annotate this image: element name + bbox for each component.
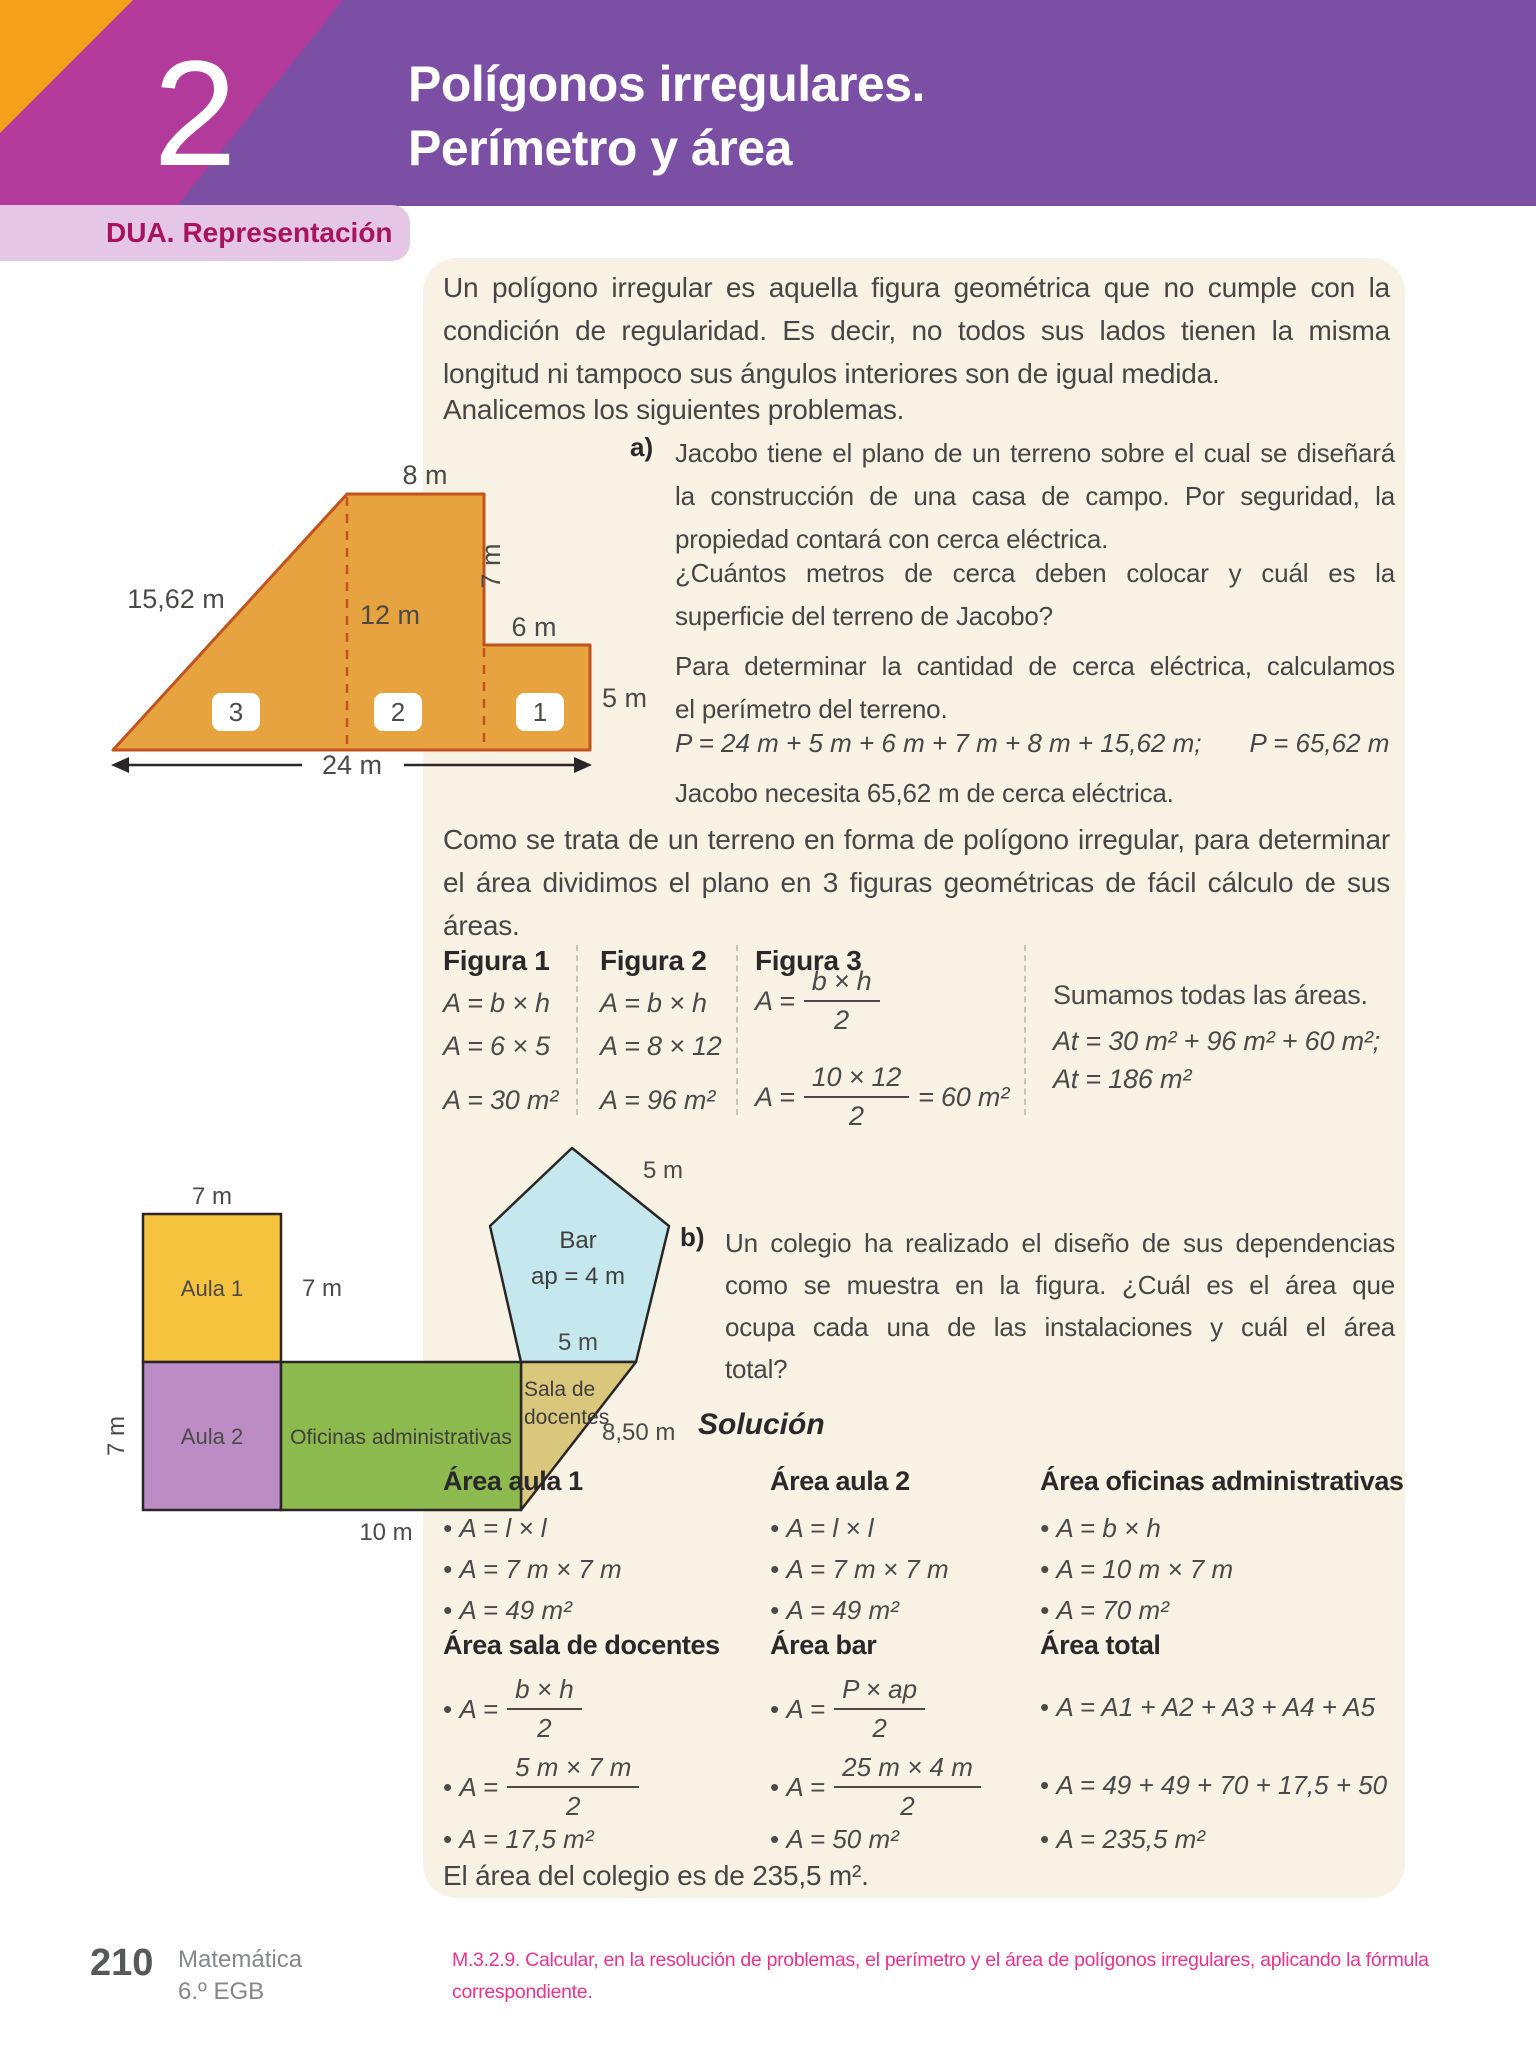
column-separator-3 [1024, 945, 1026, 1115]
text-line: superficie del terreno de Jacobo? [675, 601, 1053, 631]
region-badge-2 [374, 693, 422, 731]
dua-label: DUA. [106, 217, 175, 248]
chapter-title-line2: Perímetro y área [408, 120, 792, 176]
fraction [804, 1062, 909, 1132]
formula-lead: • A = [786, 1693, 826, 1724]
text-line: • A = l × l [770, 1508, 1030, 1549]
figure3-title: Figura 3 [755, 945, 862, 976]
label-sala-8-50m: 8,50 m [602, 1419, 676, 1446]
text-line: • A = l × l [443, 1508, 743, 1549]
column-separator-2 [736, 945, 738, 1115]
text-line: longitud ni tampoco sus ángulos interiores son de igual medida. [443, 358, 1220, 389]
label-bar-bottom-5m: 5 m [557, 1329, 599, 1356]
label-top-8m: 8 m [402, 460, 448, 490]
perimeter-sum: P = 24 m + 5 m + 6 m + 7 m + 8 m + 15,62 m; [675, 728, 1202, 758]
text-line: propiedad contará con cerca eléctrica. [675, 524, 1109, 554]
unit-number: 2 [153, 29, 237, 197]
dua-representation-tag [0, 205, 410, 261]
region-badge-1 [516, 693, 564, 731]
problem-b-paragraph [725, 1222, 1395, 1390]
chapter-title-line1: Polígonos irregulares. [408, 56, 925, 112]
perimeter-equation [675, 728, 1389, 759]
text-line: • A = 49 m² [770, 1590, 1030, 1631]
label-oficinas: Oficinas administrativas [290, 1426, 512, 1449]
figure1-result: A = 30 m² [443, 1085, 558, 1115]
fraction-denominator: 2 [848, 1101, 864, 1131]
fraction-numerator: 25 m × 4 m [834, 1752, 981, 1788]
area-total-title: Área total [1040, 1630, 1161, 1660]
base-dimension-arrow [111, 750, 592, 780]
area-total-result: • A = 235,5 m² [1040, 1824, 1205, 1855]
text-line: como se muestra en la figura. ¿Cuál es el área que [725, 1270, 1395, 1300]
text-line: condición de regularidad. Es decir, no todos sus lados tienen la misma [443, 315, 1390, 346]
text-line: ocupa cada una de las instalaciones y cuál el área [725, 1312, 1395, 1342]
area-total-formula: • A = A1 + A2 + A3 + A4 + A5 [1040, 1692, 1375, 1723]
label-middle-12m: 12 m [359, 600, 421, 630]
area-aula1-title: Área aula 1 [443, 1466, 583, 1496]
fraction-denominator: 2 [900, 1791, 915, 1821]
area-aula2-title: Área aula 2 [770, 1466, 910, 1496]
formula-lead: • A = [459, 1693, 499, 1724]
text-line: Un colegio ha realizado el diseño de sus dependencias [725, 1228, 1395, 1258]
figure3-substitution [755, 1062, 1009, 1132]
terrain-polygon-diagram [80, 455, 660, 795]
intro-paragraph [443, 266, 1390, 395]
total-area-result: At = 186 m² [1053, 1064, 1192, 1094]
item-b-marker: b) [680, 1222, 705, 1252]
problem-a-question [675, 552, 1395, 638]
area-sala-formula [443, 1674, 591, 1744]
area-bar-result: • A = 50 m² [770, 1824, 899, 1855]
formula-lead: A = [755, 985, 795, 1016]
text-line: Un polígono irregular es aquella figura geométrica que no cumple con la [443, 272, 1390, 303]
fraction-denominator: 2 [872, 1713, 887, 1743]
solution-heading: Solución [698, 1408, 825, 1441]
sum-areas-caption: Sumamos todas las áreas. [1053, 980, 1368, 1010]
fraction [507, 1752, 639, 1822]
fraction [507, 1674, 582, 1744]
figure2-result: A = 96 m² [600, 1085, 715, 1115]
region-badge-3 [212, 693, 260, 731]
text-line: Para determinar la cantidad de cerca eléctrica, calculamos [675, 651, 1395, 681]
formula-lead: • A = [786, 1771, 826, 1802]
label-aula1-top-7m: 7 m [191, 1183, 233, 1210]
badge-label: 3 [228, 697, 244, 727]
text-line: el perímetro del terreno. [675, 694, 948, 724]
label-base-24m: 24 m [321, 750, 383, 780]
item-a-marker: a) [630, 432, 654, 462]
fraction-numerator: P × ap [834, 1674, 925, 1710]
dua-text: Representación [182, 217, 393, 248]
intro-lead-sentence: Analicemos los siguientes problemas. [443, 394, 905, 425]
fraction-result: = 60 m² [918, 1081, 1010, 1112]
total-area-equation: At = 30 m² + 96 m² + 60 m²; [1053, 1026, 1380, 1056]
formula-lead: A = [755, 1081, 795, 1112]
problem-a-paragraph-1 [675, 432, 1395, 561]
figure3-formula [755, 966, 889, 1036]
area-division-paragraph [443, 818, 1390, 947]
fraction-denominator: 2 [537, 1713, 552, 1743]
text-line: ¿Cuántos metros de cerca deben colocar y cuál es la [675, 558, 1395, 588]
figure1-substitution: A = 6 × 5 [443, 1031, 550, 1061]
text-line: • A = 49 m² [443, 1590, 743, 1631]
text-line: • A = b × h [1040, 1508, 1400, 1549]
label-right-7m: 7 m [476, 543, 506, 589]
label-aula2-left-7m: 7 m [103, 1415, 130, 1457]
grade-level: 6.º EGB [178, 1978, 265, 2005]
badge-label: 2 [390, 697, 406, 727]
page-number: 210 [90, 1942, 154, 1984]
text-line: • A = 70 m² [1040, 1590, 1400, 1631]
fraction-numerator: 10 × 12 [804, 1062, 909, 1098]
fraction-denominator: 2 [566, 1791, 581, 1821]
chapter-title [408, 52, 925, 180]
area-sala-result: • A = 17,5 m² [443, 1824, 593, 1855]
subject-name: Matemática [178, 1946, 303, 1973]
label-side-5m: 5 m [602, 683, 648, 713]
figure2-formula: A = b × h [600, 988, 707, 1018]
figure1-formula: A = b × h [443, 988, 550, 1018]
problem-a-conclusion: Jacobo necesita 65,62 m de cerca eléctrica. [675, 778, 1174, 808]
text-line: el área dividimos el plano en 3 figuras geométricas de fácil cálculo de sus [443, 867, 1390, 898]
area-bar-substitution [770, 1752, 990, 1822]
area-sala-title: Área sala de docentes [443, 1630, 720, 1660]
text-line: Como se trata de un terreno en forma de polígono irregular, para determinar [443, 824, 1390, 855]
text-line: • A = 7 m × 7 m [443, 1549, 743, 1590]
arrowhead-left [111, 757, 129, 773]
label-bar-apothem: ap = 4 m [530, 1263, 626, 1290]
area-oficinas-steps [1040, 1508, 1400, 1631]
fraction-denominator: 2 [834, 1005, 849, 1035]
text-line: M.3.2.9. Calcular, en la resolución de problemas, el perímetro y el área de polígonos irregulares, aplicando la fórmula [452, 1949, 1429, 1971]
figure2-substitution: A = 8 × 12 [600, 1031, 722, 1061]
figure2-title: Figura 2 [600, 945, 707, 976]
label-hypotenuse-15-62m: 15,62 m [127, 584, 225, 614]
footer-subject [178, 1944, 302, 2008]
label-bar-top-5m: 5 m [643, 1157, 684, 1184]
fraction [834, 1752, 981, 1822]
label-sala-line1: Sala de [524, 1378, 596, 1401]
text-line: total? [725, 1354, 788, 1384]
text-line: Jacobo tiene el plano de un terreno sobre el cual se diseñará [675, 438, 1395, 468]
school-layout-diagram [95, 1135, 720, 1547]
label-sala-line2: docentes [524, 1406, 610, 1429]
area-aula1-steps [443, 1508, 743, 1631]
column-separator-1 [576, 945, 578, 1115]
text-line: • A = 7 m × 7 m [770, 1549, 1030, 1590]
figure1-title: Figura 1 [443, 945, 550, 976]
area-oficinas-title: Área oficinas administrativas [1040, 1466, 1404, 1496]
label-aula1-right-7m: 7 m [302, 1275, 343, 1302]
area-bar-formula [770, 1674, 934, 1744]
text-line: la construcción de una casa de campo. Por seguridad, la [675, 481, 1395, 511]
text-line: • A = 10 m × 7 m [1040, 1549, 1400, 1590]
label-oficinas-10m: 10 m [359, 1519, 413, 1546]
label-aula2: Aula 2 [180, 1424, 244, 1449]
fraction [834, 1674, 925, 1744]
label-aula1: Aula 1 [180, 1276, 244, 1301]
fraction-numerator: b × h [507, 1674, 582, 1710]
fraction [804, 966, 880, 1036]
final-answer: El área del colegio es de 235,5 m². [443, 1860, 869, 1891]
problem-a-paragraph-2 [675, 645, 1395, 731]
area-total-substitution: • A = 49 + 49 + 70 + 17,5 + 50 [1040, 1770, 1387, 1801]
perimeter-result: P = 65,62 m [1249, 728, 1390, 758]
curriculum-standard [452, 1944, 1429, 2008]
formula-lead: • A = [459, 1771, 499, 1802]
fraction-numerator: 5 m × 7 m [507, 1752, 639, 1788]
fraction-numerator: b × h [804, 966, 880, 1002]
area-bar-title: Área bar [770, 1630, 877, 1660]
arrowhead-right [574, 757, 592, 773]
area-sala-substitution [443, 1752, 648, 1822]
badge-label: 1 [532, 697, 548, 727]
area-aula2-steps [770, 1508, 1030, 1631]
text-line: áreas. [443, 910, 520, 941]
text-line: correspondiente. [452, 1981, 593, 2003]
label-step-6m: 6 m [511, 612, 557, 642]
label-bar: Bar [559, 1227, 597, 1254]
